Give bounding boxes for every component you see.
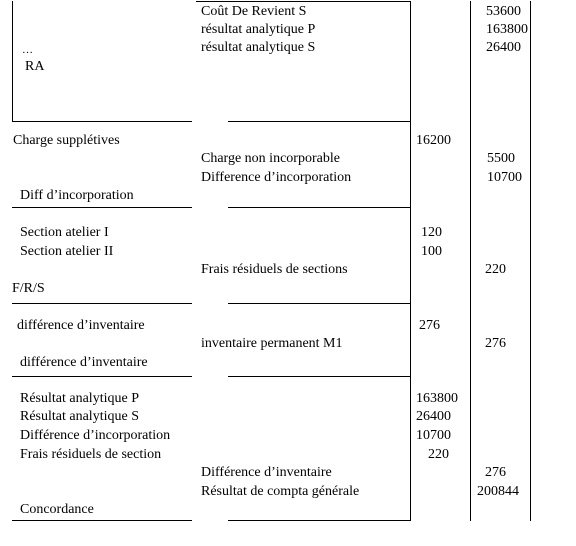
separator-5-mid xyxy=(228,520,411,521)
separator-2-left xyxy=(12,207,192,208)
credit-amount: 220 xyxy=(485,262,506,277)
debit-amount: 163800 xyxy=(416,391,458,406)
credit-account: Frais résiduels de sections xyxy=(201,262,348,277)
debit-account: Section atelier II xyxy=(20,244,114,259)
debit-amount: 16200 xyxy=(416,133,451,148)
middle-border xyxy=(410,1,411,521)
credit-amount: 26400 xyxy=(486,40,521,55)
credit-account: Différence d’inventaire xyxy=(201,465,332,480)
debit-amount: 120 xyxy=(421,225,442,240)
debit-amount: 220 xyxy=(428,447,449,462)
separator-3-mid xyxy=(228,303,411,304)
debit-account: Concordance xyxy=(20,502,94,517)
debit-account: Frais résiduels de section xyxy=(20,447,162,462)
separator-3-left xyxy=(12,303,192,304)
credit-account: Difference d’incorporation xyxy=(201,170,352,185)
credit-amount: 5500 xyxy=(487,151,515,166)
debit-account: Résultat analytique P xyxy=(20,391,139,406)
debit-account: … xyxy=(22,44,33,56)
credit-account: Charge non incorporable xyxy=(201,151,340,166)
debit-account: Résultat analytique S xyxy=(20,409,139,424)
credit-account: résultat analytique S xyxy=(201,40,316,55)
separator-1-mid xyxy=(228,121,411,122)
separator-4-mid xyxy=(228,376,411,377)
debit-account: différence d’inventaire xyxy=(20,355,148,370)
debit-amount: 100 xyxy=(421,244,442,259)
credit-amount: 276 xyxy=(485,465,506,480)
debit-account: Charge supplétives xyxy=(13,133,120,148)
debit-amount: 276 xyxy=(419,318,440,333)
debit-account: Diff d’incorporation xyxy=(20,188,134,203)
credit-account: résultat analytique P xyxy=(201,22,316,37)
separator-2-mid xyxy=(228,207,411,208)
credit-amount: 53600 xyxy=(486,4,521,19)
debit-account: F/R/S xyxy=(12,281,45,296)
right-border xyxy=(530,1,531,521)
left-border xyxy=(12,1,13,121)
separator-5-left xyxy=(12,520,192,521)
credit-account: Coût De Revient S xyxy=(201,4,307,19)
separator-1-left xyxy=(12,121,192,122)
credit-amount: 200844 xyxy=(477,484,519,499)
credit-amount: 10700 xyxy=(487,170,522,185)
top-border xyxy=(196,1,411,2)
debit-amount: 26400 xyxy=(416,409,451,424)
separator-4-left xyxy=(12,376,192,377)
debit-account: différence d’inventaire xyxy=(17,318,145,333)
debit-credit-separator xyxy=(470,1,471,521)
debit-account: Différence d’incorporation xyxy=(20,428,171,443)
credit-amount: 276 xyxy=(485,336,506,351)
credit-amount: 163800 xyxy=(486,22,528,37)
debit-account: Section atelier I xyxy=(20,225,109,240)
debit-amount: 10700 xyxy=(416,428,451,443)
debit-account: RA xyxy=(25,59,45,74)
credit-account: inventaire permanent M1 xyxy=(201,336,343,351)
credit-account: Résultat de compta générale xyxy=(201,484,360,499)
